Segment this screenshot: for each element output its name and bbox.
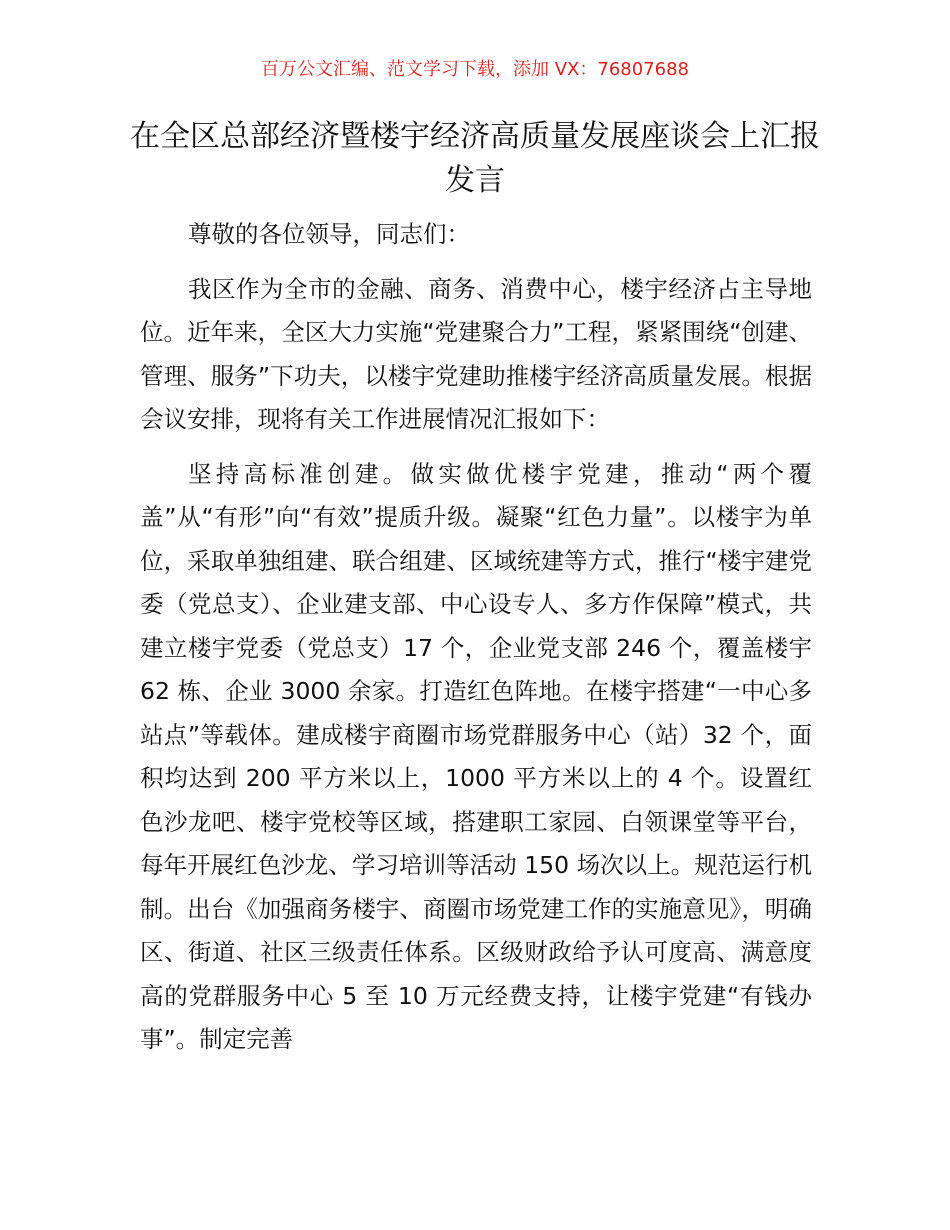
salutation: 尊敬的各位领导，同志们： <box>188 220 470 248</box>
header-banner: 百万公文汇编、范文学习下载，添加 VX：76807688 <box>261 59 689 80</box>
document-body <box>140 213 812 1073</box>
paragraph-creation: 坚持高标准创建。做实做优楼宇党建，推动“两个覆盖”从“有形”向“有效”提质升级。凝聚“红色力量”。以楼宇为单位，采取单独组建、联合组建、区域统建等方式，推行“楼宇建党委（党总支）、企业建支部、中心设专人、多方作保障”模式，共建立楼宇党委（党总支）17 个，企业党支部 246 个，覆盖楼宇 62 栋、企业 3000 余家。打造红色阵地。在楼宇搭建“一中心多站点”等载体。建成楼宇商圈市场党群服务中心（站）32 个，面积均达到 200 平方米以上，1000 平方米以上的 4 个。设置红色沙龙吧、楼宇党校等区域，搭建职工家园、白领课堂等平台，每年开展红色沙龙、学习培训等活动 150 场次以上。规范运行机制。出台《加强商务楼宇、商圈市场党建工作的实施意见》，明确区、街道、社区三级责任体系。区级财政给予认可度高、满意度高的党群服务中心 5 至 10 万元经费支持，让楼宇党建“有钱办事”。制定完善 <box>140 459 812 1053</box>
document-title: 在全区总部经济暨楼宇经济高质量发展座谈会上汇报发言 <box>130 119 820 198</box>
paragraph-intro: 我区作为全市的金融、商务、消费中心，楼宇经济占主导地位。近年来，全区大力实施“党建聚合力”工程，紧紧围绕“创建、管理、服务”下功夫，以楼宇党建助推楼宇经济高质量发展。根据会议安排，现将有关工作进展情况汇报如下： <box>140 274 812 433</box>
